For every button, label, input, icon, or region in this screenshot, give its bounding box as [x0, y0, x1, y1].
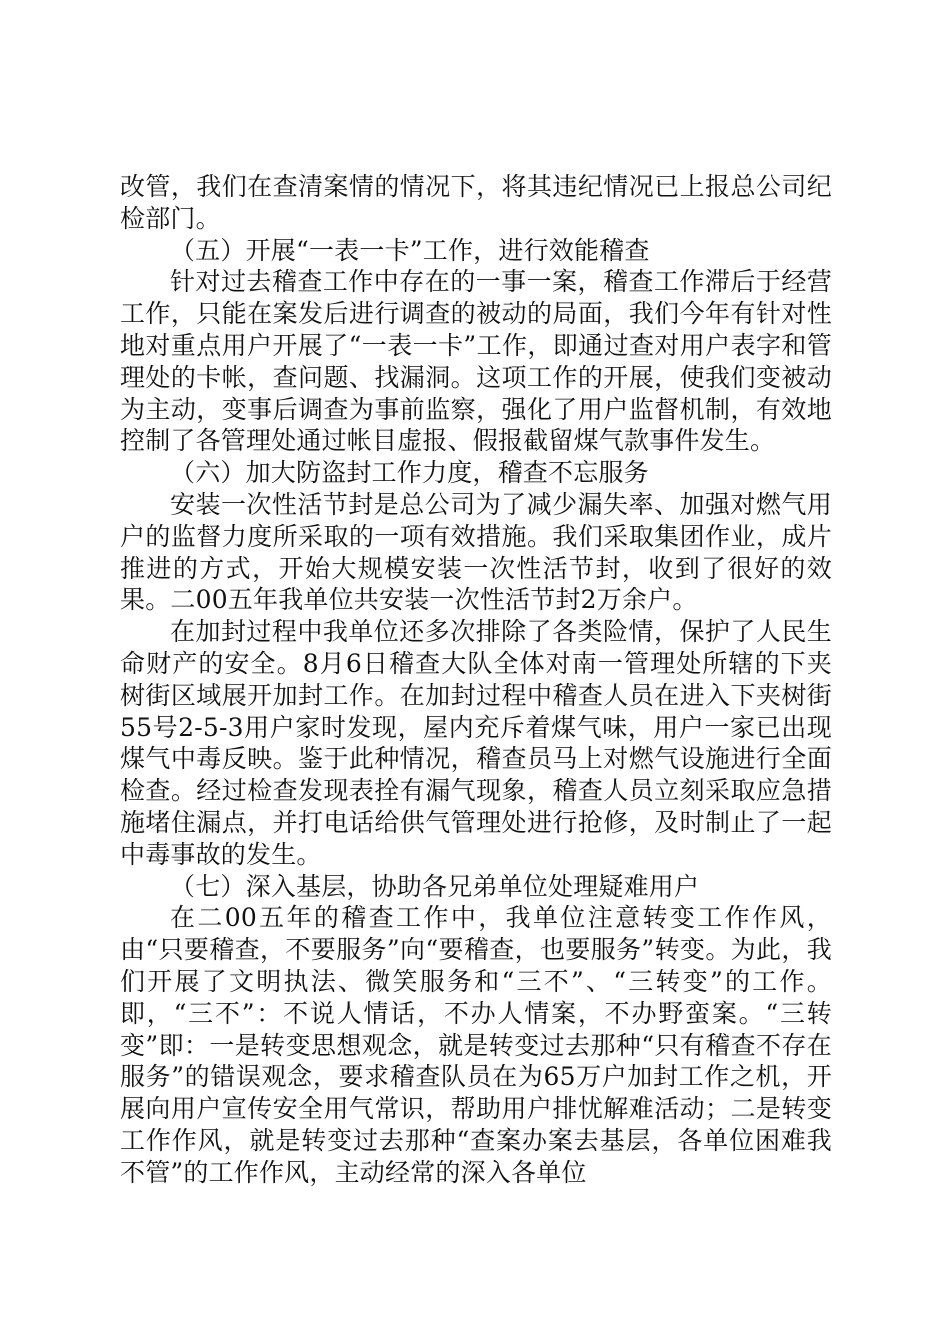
paragraph-body: 在二00五年的稽查工作中，我单位注意转变工作作风，由“只要稽查，不要服务”向“要稽查，也要服务”转变。为此，我们开展了文明执法、微笑服务和“三不”、“三转变”的工作。即，“三不”：不说人情话，不办人情案，不办野蛮案。“三转变”即：一是转变思想观念，就是转变过去那种“只有稽查不存在服务”的错误观念，要求稽查队员在为65万户加封工作之机，开展向用户宣传安全用气常识，帮助用户排忧解难活动；二是转变工作作风，就是转变过去那种“查案办案去基层，各单位困难我不管”的工作作风，主动经常的深入各单位 — [120, 903, 832, 1187]
section-heading-7: （七）深入基层，协助各兄弟单位处理疑难用户 — [170, 871, 700, 901]
paragraph-continuation: 改管，我们在查清案情的情况下，将其违纪情况已上报总公司纪检部门。 — [120, 172, 832, 233]
paragraph-body: 针对过去稽查工作中存在的一事一案，稽查工作滞后于经营工作，只能在案发后进行调查的被动的局面，我们今年有针对性地对重点用户开展了“一表一卡”工作，即通过查对用户表字和管理处的卡帐，查问题、找漏洞。这项工作的开展，使我们变被动为主动，变事后调查为事前监察，强化了用户监督机制，有效地控制了各管理处通过帐目虚报、假报截留煤气款事件发生。 — [120, 267, 832, 456]
paragraph-body: 安装一次性活节封是总公司为了减少漏失率、加强对燃气用户的监督力度所采取的一项有效措施。我们采取集团作业，成片推进的方式，开始大规模安装一次性活节封，收到了很好的效果。二00五年我单位共安装一次性活节封2万余户。 — [120, 489, 832, 615]
paragraph-body: 在加封过程中我单位还多次排除了各类险情，保护了人民生命财产的安全。8月6日稽查大队全体对南一管理处所辖的下夹树街区域展开加封工作。在加封过程中稽查人员在进入下夹树街55号2-5-3用户家时发现，屋内充斥着煤气味，用户一家已出现煤气中毒反映。鉴于此种情况，稽查员马上对燃气设施进行全面检查。经过检查发现表拴有漏气现象，稽查人员立刻采取应急措施堵住漏点，并打电话给供气管理处进行抢修，及时制止了一起中毒事故的发生。 — [120, 617, 832, 869]
section-heading-6: （六）加大防盗封工作力度，稽查不忘服务 — [170, 458, 649, 488]
section-heading-5: （五）开展“一表一卡”工作，进行效能稽查 — [170, 235, 650, 265]
document-body — [120, 171, 832, 1189]
